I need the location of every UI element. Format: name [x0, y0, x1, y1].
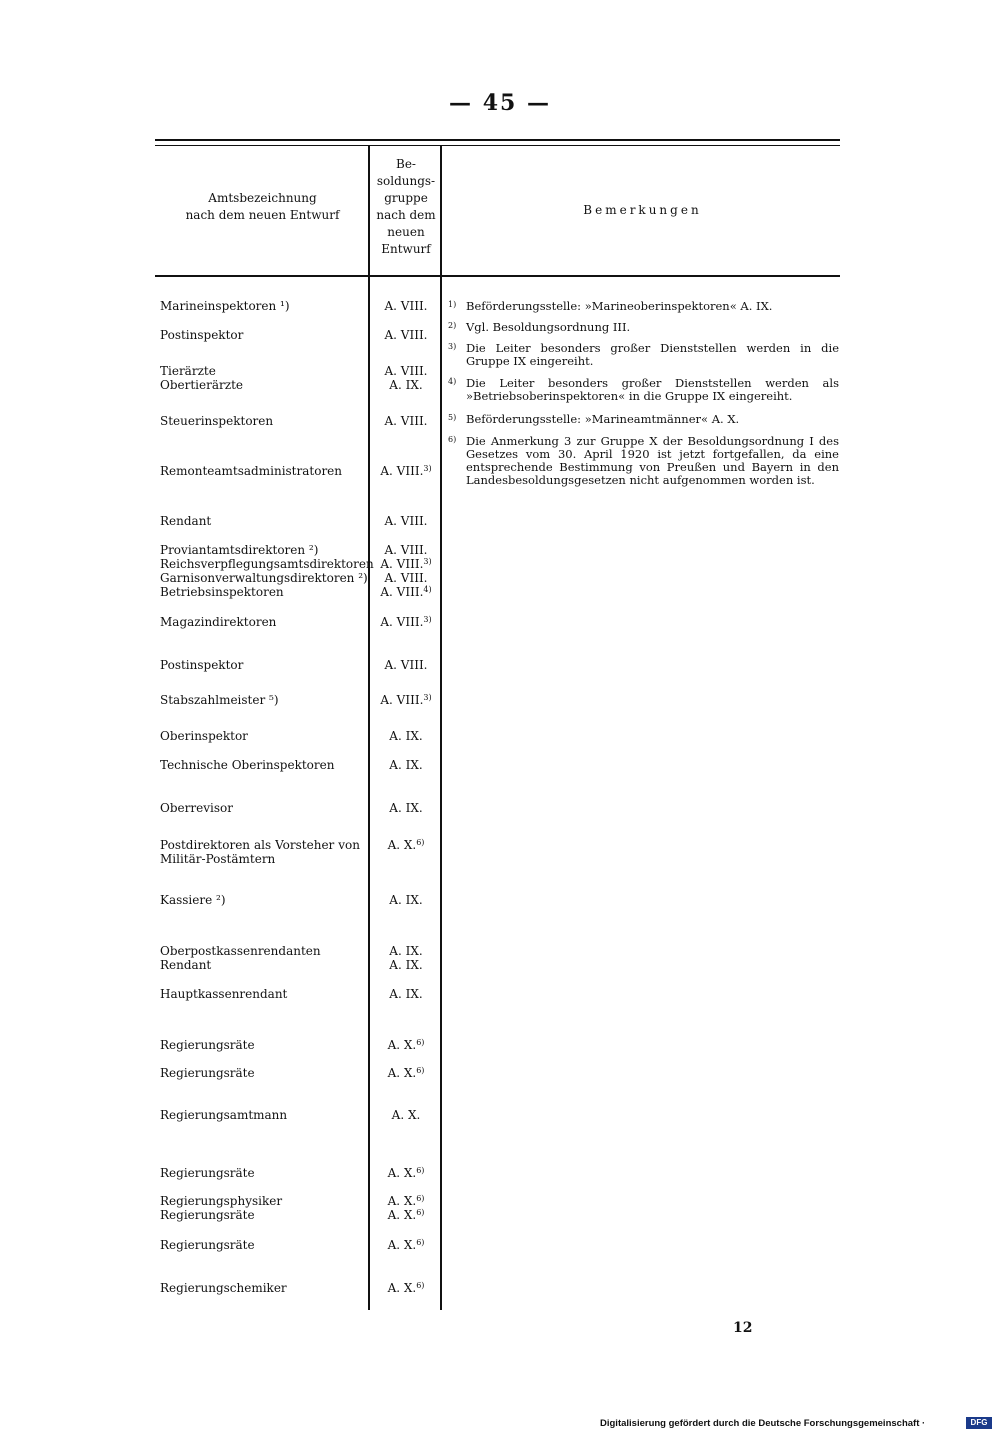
official-title: Steuerinspektoren	[160, 414, 274, 428]
official-title: Regierungsamtmann	[160, 1108, 288, 1122]
table-row	[0, 585, 1000, 599]
table-row	[0, 958, 1000, 972]
pay-group: A. IX.	[389, 801, 423, 815]
row-group	[0, 615, 1000, 629]
official-title: Marineinspektoren ¹)	[160, 299, 290, 313]
official-title: Oberinspektor	[160, 729, 248, 743]
column-divider-2	[440, 145, 442, 1310]
pay-group: A. VIII.	[384, 543, 428, 557]
pay-group: A. IX.	[389, 987, 423, 1001]
footnote	[448, 320, 839, 334]
table-row	[0, 693, 1000, 707]
pay-group: A. VIII.$^{3)}$	[380, 464, 432, 478]
footnote-text: Die Leiter besonders großer Dienststellen werden als »Betriebsoberinspektoren« in die Gruppe IX eingereiht.	[466, 376, 839, 403]
official-title: Oberrevisor	[160, 801, 233, 815]
table-header-bottom-rule	[155, 275, 840, 277]
row-group	[0, 1238, 1000, 1252]
official-title: Regierungsräte	[160, 1038, 255, 1052]
pay-group: A. X.$^{6)}$	[387, 1208, 425, 1222]
column-divider-1	[368, 145, 370, 1310]
table-row	[0, 543, 1000, 557]
pay-group: A. VIII.	[384, 414, 428, 428]
official-title: Regierungsräte	[160, 1066, 255, 1080]
table-row	[0, 1281, 1000, 1295]
row-group	[0, 1038, 1000, 1052]
pay-group: A. VIII.	[384, 328, 428, 342]
footnote-text: Vgl. Besoldungsordnung III.	[466, 320, 631, 334]
table-row	[0, 944, 1000, 958]
table-row	[0, 1066, 1000, 1080]
footnote-number: 2)	[448, 321, 457, 330]
footnote-text: Beförderungsstelle: »Marineoberinspektoren« A. IX.	[466, 299, 773, 313]
official-title: Reichsverpflegungsamtsdirektoren	[160, 557, 374, 571]
pay-group: A. VIII.	[384, 514, 428, 528]
row-group	[0, 1166, 1000, 1180]
official-title: Postinspektor	[160, 328, 244, 342]
pay-group: A. VIII.	[384, 658, 428, 672]
official-title: Regierungsräte	[160, 1208, 255, 1222]
pay-group: A. VIII.	[384, 571, 428, 585]
row-group	[0, 658, 1000, 672]
digitization-credit: Digitalisierung gefördert durch die Deutsche Forschungsgemeinschaft ·	[600, 1418, 926, 1429]
footnote	[448, 341, 839, 368]
header-remarks: Bemerkungen	[583, 203, 702, 217]
pay-group: A. VIII.$^{3)}$	[380, 693, 432, 707]
footnote	[448, 434, 839, 487]
header-official-title: Amtsbezeichnung nach dem neuen Entwurf	[185, 191, 340, 222]
official-title: Regierungschemiker	[160, 1281, 287, 1295]
pay-group: A. X.$^{6)}$	[387, 1281, 425, 1295]
table-row	[0, 1038, 1000, 1052]
row-group	[0, 801, 1000, 815]
table-row	[0, 571, 1000, 585]
table-top-rule-thin	[155, 145, 840, 146]
row-group	[0, 693, 1000, 707]
table-row	[0, 838, 1000, 866]
row-group	[0, 1066, 1000, 1080]
official-title: Proviantamtsdirektoren ²)	[160, 543, 319, 557]
official-title: Oberpostkassenrendanten	[160, 944, 321, 958]
pay-group: A. X.$^{6)}$	[387, 1038, 425, 1052]
footnote-number: 1)	[448, 300, 457, 309]
footnote-text: Beförderungsstelle: »Marineamtmänner« A. X.	[466, 412, 740, 426]
footnote	[448, 412, 839, 426]
official-title: Garnisonverwaltungsdirektoren ²)	[160, 571, 368, 585]
table-row	[0, 1208, 1000, 1222]
pay-group: A. VIII.$^{3)}$	[380, 615, 432, 629]
pay-group: A. X.	[391, 1108, 421, 1122]
pay-group: A. X.$^{6)}$	[387, 1166, 425, 1180]
pay-group: A. X.$^{6)}$	[387, 1194, 425, 1208]
table-row	[0, 801, 1000, 815]
official-title: Technische Oberinspektoren	[160, 758, 335, 772]
official-title: Postinspektor	[160, 658, 244, 672]
table-row	[0, 1238, 1000, 1252]
table-row	[0, 658, 1000, 672]
footnote	[448, 376, 839, 403]
official-title: Hauptkassenrendant	[160, 987, 288, 1001]
row-group	[0, 758, 1000, 772]
pay-group: A. IX.	[389, 893, 423, 907]
page-number: — 45 —	[449, 90, 551, 116]
row-group	[0, 893, 1000, 907]
table-row	[0, 1108, 1000, 1122]
pay-group: A. IX.	[389, 729, 423, 743]
official-title: Magazindirektoren	[160, 615, 277, 629]
table-row	[0, 758, 1000, 772]
official-title: Remonteamtsadministratoren	[160, 464, 343, 478]
official-title: Postdirektoren als Vorsteher von Militär-Postämtern	[160, 838, 360, 866]
pay-group: A. X.$^{6)}$	[387, 838, 425, 852]
table-top-rule	[155, 139, 840, 141]
footnote-number: 5)	[448, 413, 457, 422]
footnote-number: 3)	[448, 342, 457, 351]
pay-group: A. VIII.	[384, 299, 428, 313]
pay-group: A. IX.	[389, 958, 423, 972]
dfg-logo: DFG	[966, 1417, 992, 1429]
header-pay-group: Be- soldungs- gruppe nach dem neuen Entwurf	[376, 157, 436, 256]
table-row	[0, 615, 1000, 629]
row-group	[0, 944, 1000, 972]
row-group	[0, 1281, 1000, 1295]
row-group	[0, 1194, 1000, 1222]
official-title: Stabszahlmeister ⁵)	[160, 693, 279, 707]
row-group	[0, 729, 1000, 743]
footnote-number: 6)	[448, 435, 457, 444]
official-title: Regierungsräte	[160, 1238, 255, 1252]
footnote-text: Die Leiter besonders großer Dienststellen werden in die Gruppe IX eingereiht.	[466, 341, 839, 368]
official-title: Betriebsinspektoren	[160, 585, 284, 599]
official-title: Regierungsphysiker	[160, 1194, 283, 1208]
row-group	[0, 987, 1000, 1001]
footnote	[448, 299, 839, 313]
table-row	[0, 1194, 1000, 1208]
pay-group: A. X.$^{6)}$	[387, 1238, 425, 1252]
table-row	[0, 729, 1000, 743]
row-group	[0, 838, 1000, 866]
pay-group: A. VIII.$^{4)}$	[380, 585, 432, 599]
table-row	[0, 1166, 1000, 1180]
pay-group: A. X.$^{6)}$	[387, 1066, 425, 1080]
official-title: Kassiere ²)	[160, 893, 226, 907]
pay-group: A. IX.	[389, 378, 423, 392]
official-title: Obertierärzte	[160, 378, 243, 392]
table-row	[0, 557, 1000, 571]
table-row	[0, 987, 1000, 1001]
row-group	[0, 1108, 1000, 1122]
official-title: Rendant	[160, 958, 212, 972]
official-title: Regierungsräte	[160, 1166, 255, 1180]
table-row	[0, 514, 1000, 528]
pay-group: A. VIII.$^{3)}$	[380, 557, 432, 571]
official-title: Tierärzte	[160, 364, 216, 378]
pay-group: A. IX.	[389, 758, 423, 772]
footnote-number: 4)	[448, 377, 457, 386]
row-group	[0, 514, 1000, 528]
row-group	[0, 543, 1000, 599]
sheet-number: 12	[733, 1320, 753, 1336]
footnote-text: Die Anmerkung 3 zur Gruppe X der Besoldungsordnung I des Gesetzes vom 30. April 1920 ist jetzt fortgefallen, da eine entsprechende Bestimmung von Preußen und Bayern in den Landesbesoldungsgesetzen nicht aufgenommen worden ist.	[466, 434, 839, 487]
table-row	[0, 893, 1000, 907]
pay-group: A. IX.	[389, 944, 423, 958]
pay-group: A. VIII.	[384, 364, 428, 378]
official-title: Rendant	[160, 514, 212, 528]
